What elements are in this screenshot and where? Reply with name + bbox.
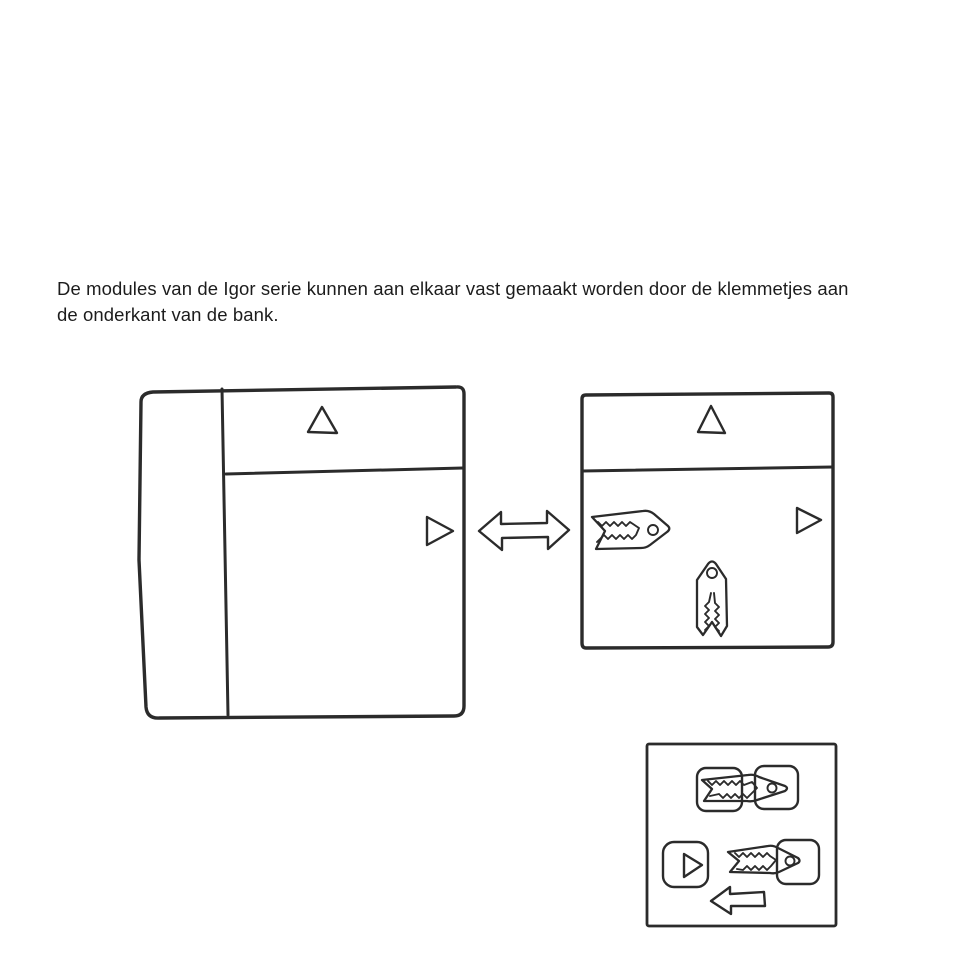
clip-hole	[707, 568, 717, 578]
left-module-body	[139, 387, 464, 718]
right-module-backrest-divider	[582, 467, 833, 471]
left-module-outline	[139, 387, 464, 718]
mounting-pad	[697, 768, 742, 811]
detail-inset	[647, 744, 836, 926]
left-module-backrest-divider	[226, 468, 463, 474]
clip-teeth	[705, 593, 719, 631]
instruction-line-1: De modules van de Igor serie kunnen aan elkaar vast gemaakt worden door de klemmetjes aan	[57, 278, 849, 299]
clip-horizontal-icon	[592, 511, 669, 549]
detail-box-border	[647, 744, 836, 926]
right-triangle-icon	[684, 854, 702, 877]
clip-hole	[786, 857, 795, 866]
connector	[479, 511, 569, 550]
clip-teeth	[735, 853, 776, 870]
detail-clip-joined	[697, 766, 798, 811]
right-triangle-icon	[427, 517, 453, 545]
left-arrow-icon	[711, 887, 765, 914]
clip-outline	[702, 775, 787, 802]
clip-vertical-icon	[697, 562, 727, 637]
detail-clip-sliding	[663, 840, 819, 887]
clip-hole	[768, 784, 777, 793]
clip-teeth	[708, 781, 757, 798]
left-module-armrest-divider	[222, 389, 228, 715]
clip-hole	[648, 525, 658, 535]
right-triangle-icon	[797, 508, 821, 533]
right-module-outline	[582, 393, 833, 648]
double-arrow-icon	[479, 511, 569, 550]
clip-outline	[697, 562, 727, 637]
up-triangle-icon	[308, 407, 337, 433]
up-triangle-icon	[698, 406, 725, 433]
instruction-line-2: de onderkant van de bank.	[57, 304, 279, 325]
